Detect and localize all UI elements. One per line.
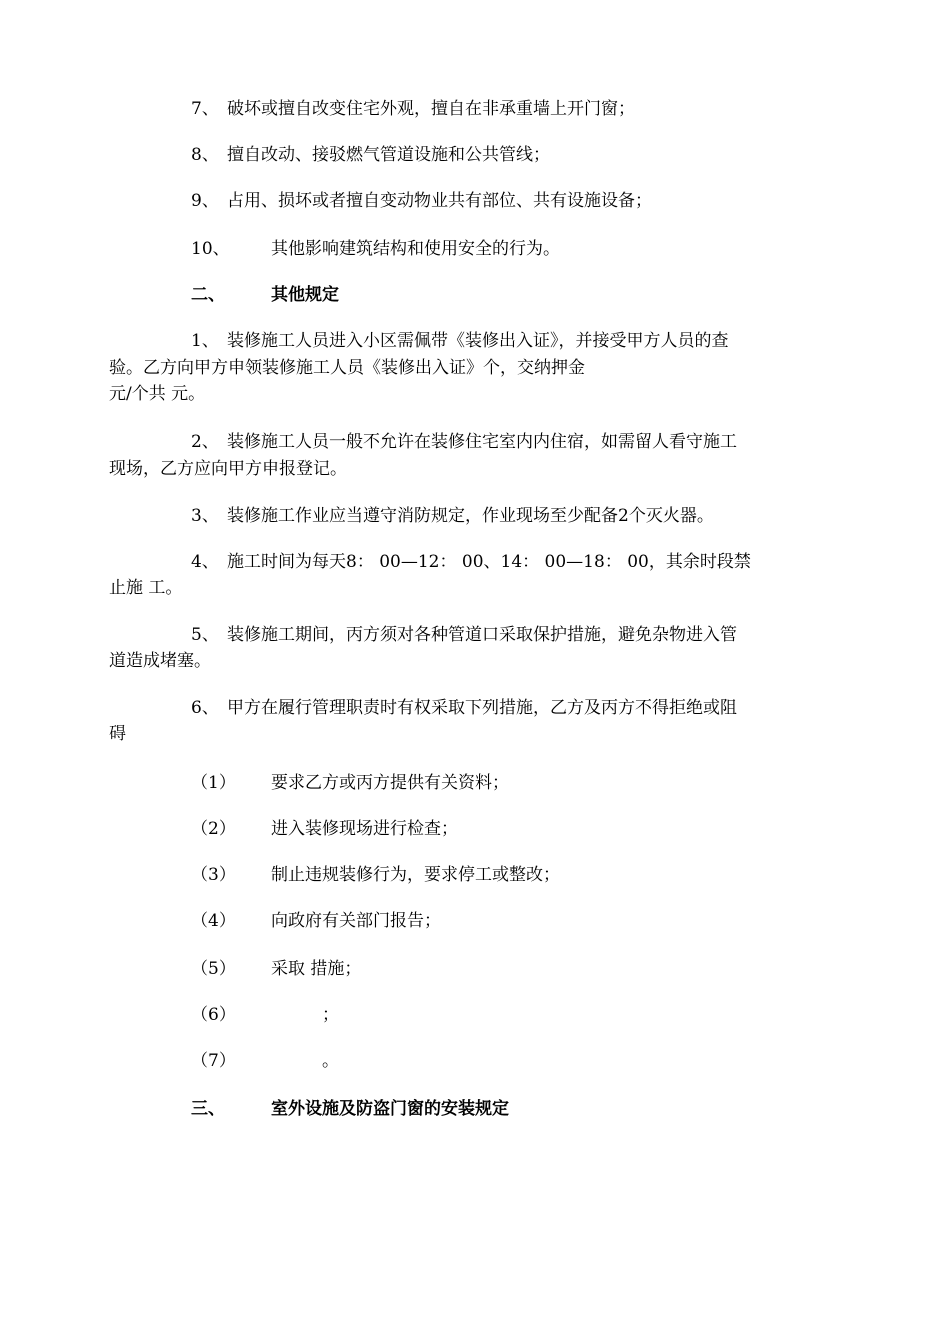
rule-text-line: 道造成堵塞。 xyxy=(109,651,211,671)
rule-text-line: 装修施工期间，丙方须对各种管道口采取保护措施，避免杂物进入管 xyxy=(227,625,737,645)
rule-text-line: 止施 工。 xyxy=(109,578,183,598)
rule-number: 5、 xyxy=(191,625,219,645)
measure-text: 。 xyxy=(322,1051,339,1071)
rule-text-line: 施工时间为每天8： 00—12： 00、14： 00—18： 00，其余时段禁 xyxy=(227,552,751,572)
list-item-number: 9、 xyxy=(191,191,219,211)
rule-text-line: 现场，乙方应向甲方申报登记。 xyxy=(109,459,347,479)
rule-text-line: 碍 xyxy=(109,724,126,744)
measure-number: （2） xyxy=(191,819,236,839)
list-item-number: 10、 xyxy=(191,239,230,259)
measure-text: ； xyxy=(322,1005,339,1025)
measure-text: 要求乙方或丙方提供有关资料； xyxy=(271,773,509,793)
measure-text: 采取 措施； xyxy=(271,959,362,979)
section-title: 其他规定 xyxy=(271,285,339,305)
measure-text: 向政府有关部门报告； xyxy=(271,911,441,931)
rule-number: 1、 xyxy=(191,331,219,351)
measure-number: （7） xyxy=(191,1051,236,1071)
section-number: 三、 xyxy=(191,1099,225,1119)
list-item-text: 破坏或擅自改变住宅外观，擅自在非承重墙上开门窗； xyxy=(227,99,635,119)
measure-number: （6） xyxy=(191,1005,236,1025)
rule-number: 4、 xyxy=(191,552,219,572)
measure-number: （5） xyxy=(191,959,236,979)
rule-text-line: 装修施工人员进入小区需佩带《装修出入证》，并接受甲方人员的查 xyxy=(227,331,729,351)
measure-number: （1） xyxy=(191,773,236,793)
rule-number: 2、 xyxy=(191,432,219,452)
measure-number: （3） xyxy=(191,865,236,885)
measure-number: （4） xyxy=(191,911,236,931)
rule-number: 6、 xyxy=(191,698,219,718)
rule-text-line: 装修施工人员一般不允许在装修住宅室内内住宿，如需留人看守施工 xyxy=(227,432,737,452)
list-item-number: 7、 xyxy=(191,99,219,119)
section-number: 二、 xyxy=(191,285,225,305)
rule-text-line: 验。乙方向甲方申领装修施工人员《装修出入证》个，交纳押金 xyxy=(109,358,585,378)
rule-text-line: 装修施工作业应当遵守消防规定，作业现场至少配备2个灭火器。 xyxy=(227,506,714,526)
measure-text: 制止违规装修行为，要求停工或整改； xyxy=(271,865,560,885)
list-item-number: 8、 xyxy=(191,145,219,165)
section-title: 室外设施及防盗门窗的安装规定 xyxy=(271,1099,509,1119)
rule-number: 3、 xyxy=(191,506,219,526)
list-item-text: 其他影响建筑结构和使用安全的行为。 xyxy=(271,239,560,259)
rule-text-line: 元/个共 元。 xyxy=(109,384,206,404)
rule-text-line: 甲方在履行管理职责时有权采取下列措施，乙方及丙方不得拒绝或阻 xyxy=(227,698,737,718)
list-item-text: 占用、损坏或者擅自变动物业共有部位、共有设施设备； xyxy=(227,191,652,211)
list-item-text: 擅自改动、接驳燃气管道设施和公共管线； xyxy=(227,145,550,165)
measure-text: 进入装修现场进行检查； xyxy=(271,819,458,839)
